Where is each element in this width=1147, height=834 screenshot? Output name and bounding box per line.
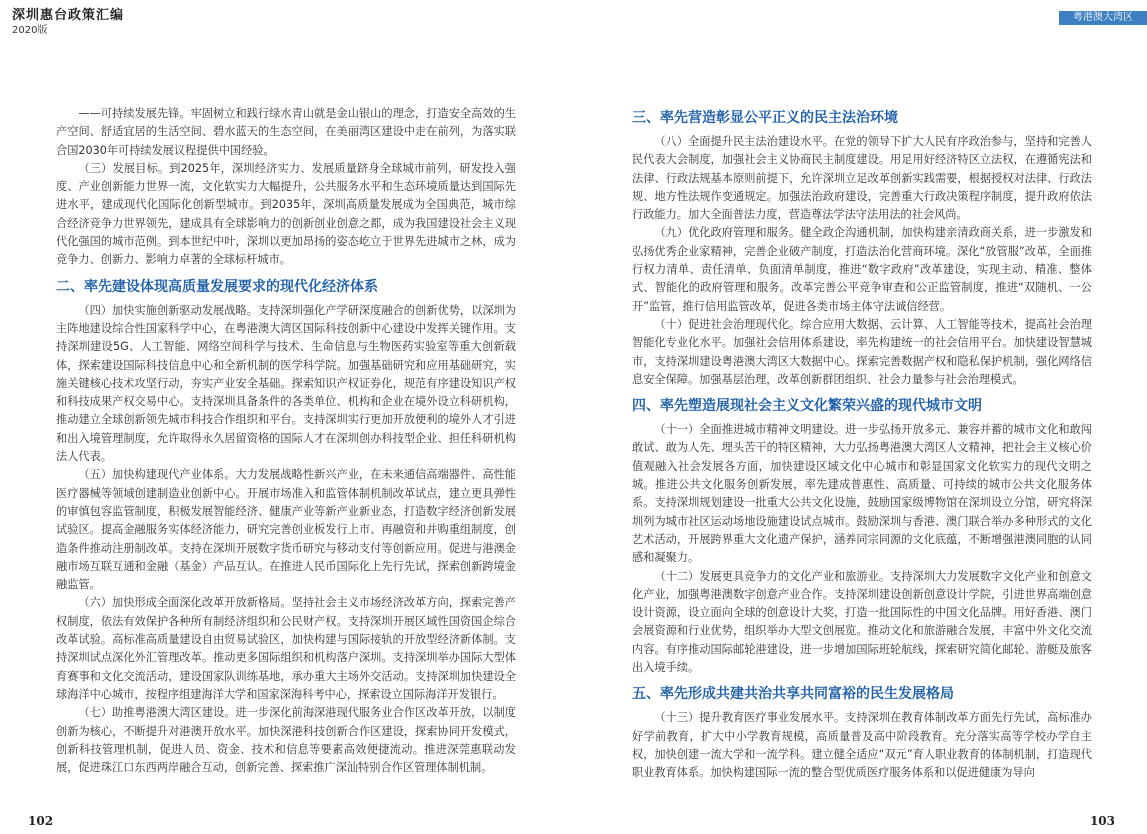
paragraph: （六）加快形成全面深化改革开放新格局。坚持社会主义市场经济改革方向，探索完善产权制度，依法有效保护各种所有制经济组织和公民财产权。支持深圳开展区域性国资国企综合改革试验。高标准高质量建设自由贸易试验区，加快构建与国际接轨的开放型经济新体制。支持深圳试点深化外汇管理改革。推动更多国际组织和机构落户深圳。支持深圳举办国际大型体育赛事和文化交流活动，建设国家队训练基地，承办重大主场外交活动。支持深圳加快建设全球海洋中心城市，按程序组建海洋大学和国家深海科考中心，探索设立国际海洋开发银行。 xyxy=(56,596,516,701)
paragraph: （十一）全面推进城市精神文明建设。进一步弘扬开放多元、兼容并蓄的城市文化和敢闯敢试、敢为人先、埋头苦干的特区精神，大力弘扬粤港澳大湾区人文精神，把社会主义核心价值观融入社会发展各方面，加快建设区域文化中心城市和彰显国家文化软实力的现代文明之城。推进公共文化服务创新发展，率先建成普惠性、高质量、可持续的城市公共文化服务体系。支持深圳规划建设一批重大公共文化设施，鼓励国家级博物馆在深圳设立分馆，研究将深圳列为城市社区运动场地设施建设试点城市。鼓励深圳与香港、澳门联合举办多种形式的文化艺术活动，开展跨界重大文化遗产保护，涵养同宗同源的文化底蕴，不断增强港澳同胞的认同感和凝聚力。 xyxy=(632,423,1092,565)
left-page xyxy=(0,0,573,834)
paragraph: （九）优化政府管理和服务。健全政企沟通机制，加快构建亲清政商关系，进一步激发和弘扬优秀企业家精神，完善企业破产制度，打造法治化营商环境。深化“放管服”改革，全面推行权力清单、责任清单、负面清单制度，推进“数字政府”改革建设，实现主动、精准、整体式、智能化的政府管理和服务。改革完善公平竞争审查和公正监管制度，推进“双随机、一公开”监管，推行信用监管改革，促进各类市场主体守法诚信经营。 xyxy=(632,226,1092,313)
right-page-text xyxy=(632,108,1092,783)
section-heading: 三、率先营造彰显公平正义的民主法治环境 xyxy=(632,110,898,126)
section-heading: 四、率先塑造展现社会主义文化繁荣兴盛的现代城市文明 xyxy=(632,398,982,415)
paragraph: （八）全面提升民主法治建设水平。在党的领导下扩大人民有序政治参与，坚持和完善人民代表大会制度，加强社会主义协商民主制度建设。用足用好经济特区立法权，在遵循宪法和法律、行政法规基本原则前提下，允许深圳立足改革创新实践需要，根据授权对法律、行政法规、地方性法规作变通规定。加强法治政府建设，完善重大行政决策程序制度，提升政府依法行政能力。加大全面普法力度，营造尊法学法守法用法的社会风尚。 xyxy=(632,135,1092,222)
book-year: 2020版 xyxy=(12,25,48,36)
paragraph: （七）助推粤港澳大湾区建设。进一步深化前海深港现代服务业合作区改革开放，以制度创新为核心，不断提升对港澳开放水平。加快深港科技创新合作区建设，探索协同开发模式，创新科技管理机制，促进人员、资金、技术和信息等要素高效便捷流动。推进深莞惠联动发展，促进珠江口东西两岸融合互动，创新完善、探索推广深汕特别合作区管理体制机制。 xyxy=(56,706,516,775)
left-page-number: 102 xyxy=(28,814,54,828)
left-page-text xyxy=(56,105,516,777)
paragraph: （五）加快构建现代产业体系。大力发展战略性新兴产业，在未来通信高端器件、高性能医疗器械等领域创建制造业创新中心。开展市场准入和监管体制机制改革试点，建立更具弹性的审慎包容监管制度，积极发展智能经济、健康产业等新产业新业态，打造数字经济创新发展试验区。提高金融服务实体经济能力，研究完善创业板发行上市、再融资和并购重组制度，创造条件推动注册制改革。支持在深圳开展数字货币研究与移动支付等创新应用。促进与港澳金融市场互联互通和金融（基金）产品互认。在推进人民币国际化上先行先试，探索创新跨境金融监管。 xyxy=(56,468,516,592)
section-heading: 五、率先形成共建共治共享共同富裕的民生发展格局 xyxy=(632,686,954,703)
paragraph: （四）加快实施创新驱动发展战略。支持深圳强化产学研深度融合的创新优势，以深圳为主阵地建设综合性国家科学中心，在粤港澳大湾区国际科技创新中心建设中发挥关键作用。支持深圳建设5G、人工智能、网络空间科学与技术、生命信息与生物医药实验室等重大创新载体，探索建设国际科技信息中心和全新机制的医学科学院。加强基础研究和应用基础研究，实施关键核心技术攻坚行动，夯实产业安全基础。探索知识产权证券化，规范有序建设知识产权和科技成果产权交易中心。支持深圳具备条件的各类单位、机构和企业在境外设立科研机构，推动建立全球创新领先城市科技合作组织和平台。支持深圳实行更加开放便利的境外人才引进和出入境管理制度，允许取得永久居留资格的国际人才在深圳创办科技型企业、担任科研机构法人代表。 xyxy=(56,303,516,464)
paragraph: （十三）提升教育医疗事业发展水平。支持深圳在教育体制改革方面先行先试，高标准办好学前教育，扩大中小学教育规模，高质量普及高中阶段教育。充分落实高等学校办学自主权，加快创建一流大学和一流学科。建立健全适应“双元”育人职业教育的体制机制，打造现代职业教育体系。加快构建国际一流的整合型优质医疗服务体系和以促进健康为导向 xyxy=(632,711,1092,780)
paragraph: （三）发展目标。到2025年，深圳经济实力、发展质量跻身全球城市前列，研发投入强度、产业创新能力世界一流，文化软实力大幅提升，公共服务水平和生态环境质量达到国际先进水平，建成现代化国际化创新型城市。到2035年，深圳高质量发展成为全国典范，城市综合经济竞争力世界领先，建成具有全球影响力的创新创业创意之都，成为我国建设社会主义现代化强国的城市范例。到本世纪中叶，深圳以更加昂扬的姿态屹立于世界先进城市之林，成为竞争力、创新力、影响力卓著的全球标杆城市。 xyxy=(56,161,516,267)
right-page xyxy=(574,0,1147,834)
paragraph: （十）促进社会治理现代化。综合应用大数据、云计算、人工智能等技术，提高社会治理智能化专业化水平。加强社会信用体系建设，率先构建统一的社会信用平台。加快建设智慧城市，支持深圳建设粤港澳大湾区大数据中心。探索完善数据产权和隐私保护机制，强化网络信息安全保障。加强基层治理，改革创新群团组织、社会力量参与社会治理模式。 xyxy=(632,317,1092,386)
paragraph: ——可持续发展先锋。牢固树立和践行绿水青山就是金山银山的理念，打造安全高效的生产空间、舒适宜居的生活空间、碧水蓝天的生态空间，在美丽湾区建设中走在前列，为落实联合国2030年可持续发展议程提供中国经验。 xyxy=(56,107,516,157)
section-tab[interactable]: 粤港澳大湾区 xyxy=(1059,11,1147,25)
book-title: 深圳惠台政策汇编 xyxy=(12,8,125,23)
right-page-number: 103 xyxy=(1089,814,1115,828)
section-heading: 二、率先建设体现高质量发展要求的现代化经济体系 xyxy=(56,278,378,295)
paragraph: （十二）发展更具竞争力的文化产业和旅游业。支持深圳大力发展数字文化产业和创意文化产业，加强粤港澳数字创意产业合作。支持深圳建设创新创意设计学院，引进世界高端创意设计资源，设立面向全球的创意设计大奖，打造一批国际性的中国文化品牌。用好香港、澳门会展资源和行业优势，组织举办大型文创展览。推动文化和旅游融合发展，丰富中外文化交流内容。有序推动国际邮轮港建设，进一步增加国际班轮航线，探索研究简化邮轮、游艇及旅客出入境手续。 xyxy=(632,569,1092,675)
